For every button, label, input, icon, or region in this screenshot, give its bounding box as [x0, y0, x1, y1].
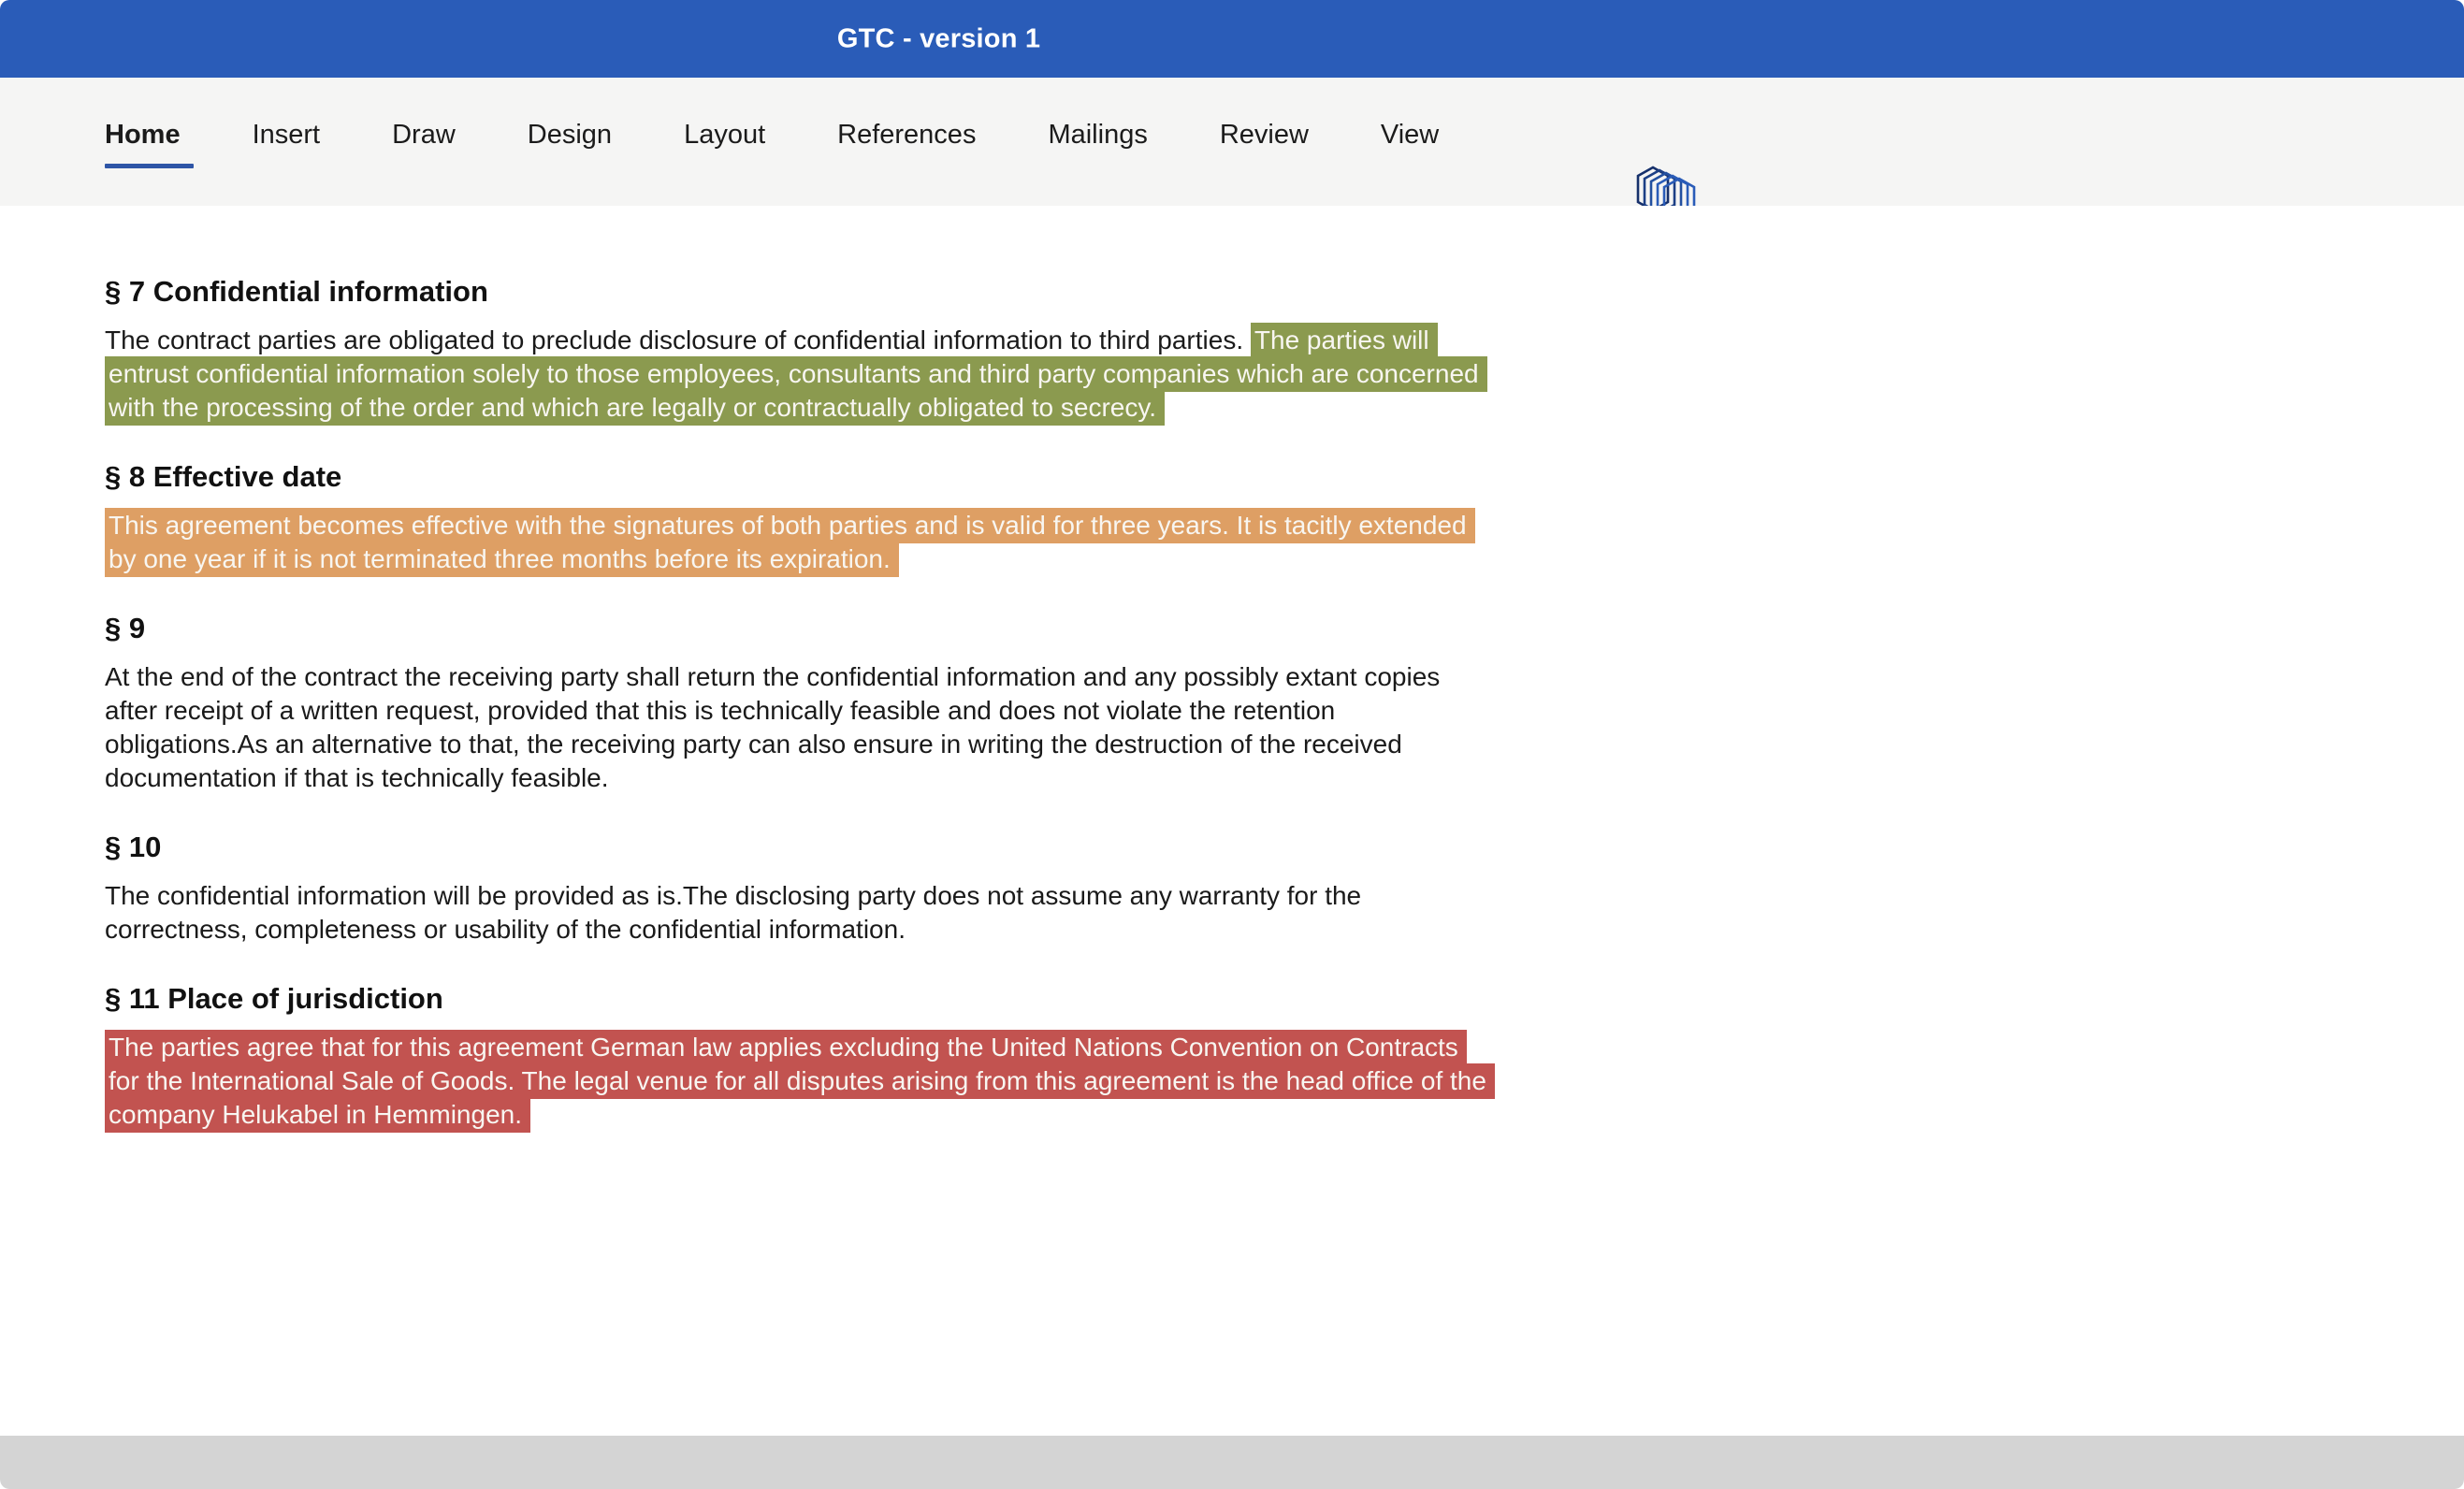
tab-home[interactable]: [105, 120, 181, 151]
tab-mailings[interactable]: [1048, 120, 1147, 151]
bottom-scrollbar-track: [0, 1436, 2464, 1489]
highlighted-clause-green[interactable]: The parties will entrust confidential information solely to those employees, consultants and third party companies which are concerned with the processing of the order and which are legally or contractually obligated to secrecy.: [105, 323, 1487, 426]
tab-insert-label: Insert: [252, 120, 321, 150]
active-tab-underline: [105, 164, 194, 168]
tab-review-label: Review: [1219, 120, 1309, 150]
section-paragraph: [105, 509, 1488, 576]
tab-layout-label: Layout: [684, 120, 766, 150]
section-9: [105, 612, 1497, 795]
section-paragraph: [105, 1031, 1488, 1132]
tab-view-label: View: [1380, 120, 1440, 150]
section-paragraph: [105, 660, 1488, 795]
section-heading: § 7 Confidential information: [105, 275, 488, 308]
highlighted-clause-red[interactable]: The parties agree that for this agreement German law applies excluding the United Nations Convention on Contracts for the International Sale of Goods. The legal venue for all disputes arising from this agreement is the head office of the company Helukabel in Hemmingen.: [105, 1030, 1495, 1133]
tab-references-label: References: [837, 120, 977, 150]
ribbon: [0, 78, 2464, 206]
tab-insert[interactable]: [253, 120, 321, 151]
section-heading: § 9: [105, 612, 146, 644]
tab-mailings-label: Mailings: [1048, 120, 1148, 150]
section-11: [105, 982, 1497, 1132]
tab-review[interactable]: [1220, 120, 1309, 151]
tab-layout[interactable]: [684, 120, 765, 151]
section-7: [105, 275, 1497, 425]
section-paragraph: [105, 879, 1488, 947]
section-heading: § 10: [105, 831, 162, 863]
titlebar: [0, 0, 2464, 78]
section-heading: § 11 Place of jurisdiction: [105, 982, 443, 1015]
clause-text: At the end of the contract the receiving party shall return the confidential information and any possibly extant copies after receipt of a written request, provided that this is technically feasible and does not violate the retention obligations.As an alternative to that, the receiving party can also ensure in writing the destruction of the received documentation if that is technically feasible.: [105, 662, 1441, 792]
section-paragraph: [105, 324, 1488, 425]
section-heading: § 8 Effective date: [105, 460, 342, 493]
document-canvas[interactable]: [0, 206, 2464, 1436]
ribbon-tab-strip: [0, 78, 2464, 206]
tab-references[interactable]: [837, 120, 976, 151]
clause-text: The contract parties are obligated to preclude disclosure of confidential information to third parties.: [105, 325, 1251, 354]
highlighted-clause-orange[interactable]: This agreement becomes effective with the signatures of both parties and is valid for three years. It is tacitly extended by one year if it is not terminated three months before its expiration.: [105, 508, 1475, 577]
tab-home-label: Home: [105, 120, 181, 150]
tab-draw-label: Draw: [392, 120, 456, 150]
section-8: [105, 460, 1497, 576]
section-10: [105, 831, 1497, 947]
clause-text: The confidential information will be provided as is.The disclosing party does not assume any warranty for the correctness, completeness or usability of the confidential information.: [105, 881, 1362, 944]
tab-view[interactable]: [1381, 120, 1439, 151]
tab-design-label: Design: [527, 120, 613, 150]
document-body: [0, 206, 1497, 1132]
tab-draw[interactable]: [392, 120, 456, 151]
document-title: GTC - version 1: [836, 23, 1041, 53]
tab-design[interactable]: [528, 120, 612, 151]
